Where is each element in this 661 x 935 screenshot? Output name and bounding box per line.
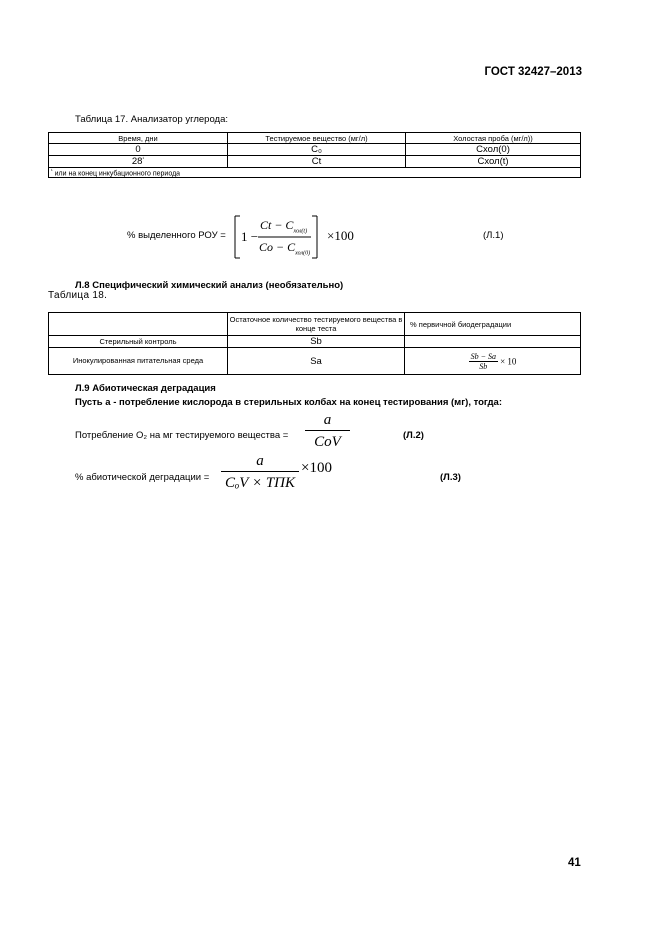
col-header-test-substance: Тестируемое вещество (мг/л) bbox=[228, 133, 406, 144]
section-l9-intro: Пусть а - потребление кислорода в стерильных колбах на конец тестирования (мг), тогда: bbox=[75, 397, 502, 408]
table-row bbox=[49, 336, 581, 348]
formula-l1-times: ×100 bbox=[327, 228, 354, 243]
footnote-text: или на конец инкубационного периода bbox=[54, 170, 181, 178]
one-value: 1 bbox=[241, 229, 248, 244]
row-value: Sa bbox=[228, 348, 405, 375]
cell-time bbox=[49, 156, 228, 168]
page-number: 41 bbox=[568, 857, 581, 869]
table-row bbox=[49, 348, 581, 375]
formula-l3-number: (Л.3) bbox=[440, 472, 461, 483]
table-row bbox=[49, 156, 581, 168]
col-header-primary-biodegradation: % первичной биодеградации bbox=[405, 313, 581, 336]
cell-test: C₀ bbox=[228, 144, 406, 156]
formula-l3-numerator: a bbox=[221, 452, 299, 472]
table17-header-row bbox=[49, 133, 581, 144]
col-header-empty bbox=[49, 313, 228, 336]
cell-blank: Cхол(0) bbox=[406, 144, 581, 156]
formula-l1-numerator bbox=[260, 218, 307, 234]
cell-time: 0 bbox=[49, 144, 228, 156]
formula-l1-one: 1 − bbox=[241, 229, 259, 244]
table-row bbox=[49, 144, 581, 156]
footnote-marker: ¹ bbox=[51, 168, 53, 175]
row-pct-formula bbox=[405, 348, 581, 375]
formula-l2-denominator: CoV bbox=[314, 434, 341, 450]
formula-l2-label: Потребление O₂ на мг тестируемого вещества = bbox=[75, 430, 289, 441]
section-l9-title: Л.9 Абиотическая деградация bbox=[75, 383, 216, 394]
col-header-blank: Холостая проба (мг/л)) bbox=[406, 133, 581, 144]
row-label: Инокулированная питательная среда bbox=[49, 348, 228, 375]
row-label: Стерильный контроль bbox=[49, 336, 228, 348]
formula-l2-numerator: a bbox=[305, 411, 350, 431]
section-l8-title: Л.8 Специфический химический анализ (необязательно) bbox=[75, 280, 344, 291]
formula-l3-label: % абиотической деградации = bbox=[75, 472, 210, 483]
row-pct bbox=[405, 336, 581, 348]
denominator-sub: хол(0) bbox=[295, 250, 311, 257]
table18-header-row bbox=[49, 313, 581, 336]
document-code: ГОСТ 32427–2013 bbox=[484, 66, 582, 78]
fraction-times: × 10 bbox=[500, 356, 517, 366]
cell-test: Ct bbox=[228, 156, 406, 168]
col-header-time: Время, дни bbox=[49, 133, 228, 144]
table17-footnote bbox=[49, 168, 581, 178]
table18 bbox=[48, 312, 581, 375]
table17 bbox=[48, 132, 581, 178]
cell-time-value: 28 bbox=[131, 156, 143, 168]
formula-l3-denominator: CₒV × ТПК bbox=[225, 475, 295, 491]
numerator-sub: хол(t) bbox=[293, 228, 308, 235]
formula-l2-number: (Л.2) bbox=[403, 430, 424, 441]
formula-l1-label: % выделенного РОУ = bbox=[127, 230, 226, 241]
table17-footnote-row bbox=[49, 168, 581, 178]
col-header-residual: Остаточное количество тестируемого вещества в конце теста bbox=[228, 313, 405, 336]
primary-biodegradation-fraction bbox=[469, 352, 498, 371]
footnote-marker: ¹ bbox=[142, 156, 145, 162]
table17-caption: Таблица 17. Анализатор углерода: bbox=[75, 114, 228, 125]
numerator-main: Ct − C bbox=[260, 218, 294, 232]
formula-l1-number: (Л.1) bbox=[483, 230, 504, 241]
row-value: Sb bbox=[228, 336, 405, 348]
formula-l1-denominator bbox=[259, 240, 310, 256]
table18-caption: Таблица 18. bbox=[48, 290, 108, 301]
denominator-main: Co − C bbox=[259, 240, 296, 254]
formula-l3-times: ×100 bbox=[301, 460, 332, 476]
fraction-denominator: Sb bbox=[479, 361, 488, 371]
fraction-numerator: Sb − Sa bbox=[470, 351, 496, 361]
cell-blank: Cхол(t) bbox=[406, 156, 581, 168]
